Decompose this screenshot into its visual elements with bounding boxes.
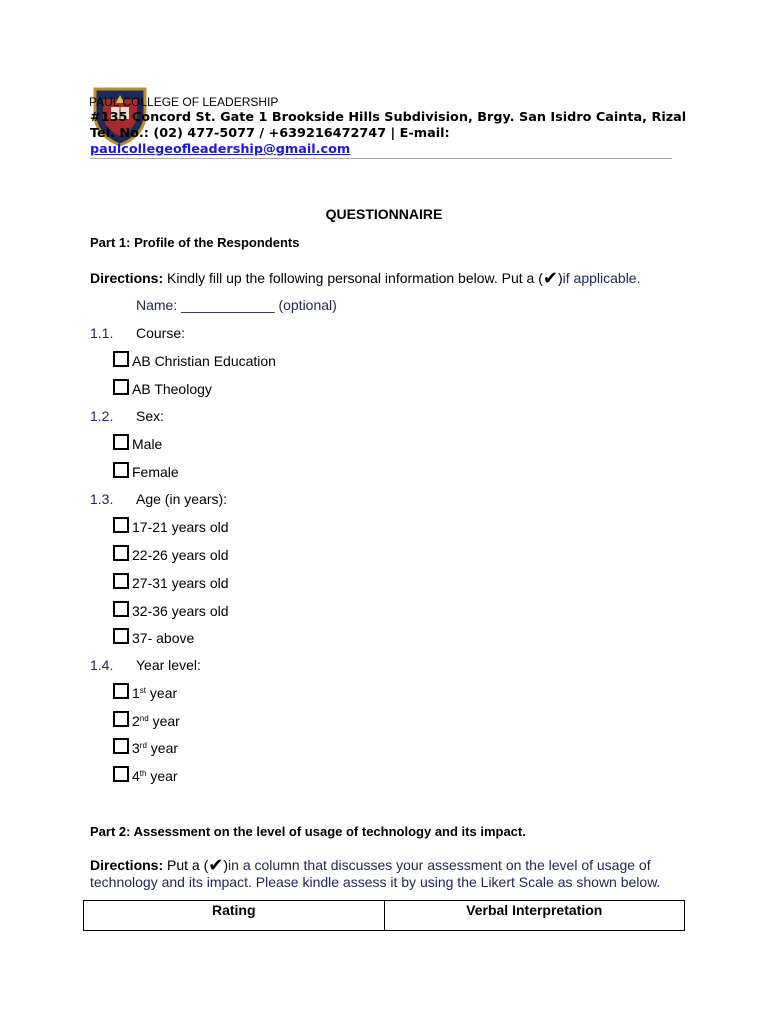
option-year-1[interactable] [113,685,177,705]
school-address: #135 Concord St. Gate 1 Brookside Hills Subdivision, Brgy. San Isidro Cainta, Rizal [90,110,687,125]
option-year-3[interactable] [113,740,178,760]
part1-heading: Part 1: Profile of the Respondents [90,235,300,250]
directions-label: Directions: [90,270,164,286]
option-label: 32-36 years old [132,603,229,619]
option-label: Female [132,464,179,480]
header-divider [90,158,672,159]
question-number: 1.2. [90,408,114,424]
checkbox-icon[interactable] [113,711,129,727]
question-label-age: Age (in years): [136,491,228,507]
question-number: 1.4. [90,657,114,673]
part1-directions [90,268,640,289]
checkbox-icon[interactable] [113,351,129,367]
question-number: 1.1. [90,325,114,341]
option-label: Male [132,436,163,452]
column-header-verbal-interpretation: Verbal Interpretation [384,901,685,931]
option-label: 37- above [132,630,195,646]
school-email-link[interactable]: paulcollegeofleadership@gmail.com [90,142,351,157]
part2-directions [90,855,651,876]
option-label: 4th year [132,768,178,784]
checkbox-icon[interactable] [113,462,129,478]
directions-text: Put a ( [163,857,209,873]
checkbox-icon[interactable] [113,379,129,395]
option-label: AB Christian Education [132,353,276,369]
checkbox-icon[interactable] [113,628,129,644]
option-age-17-21[interactable] [113,519,229,539]
checkbox-icon[interactable] [113,766,129,782]
checkbox-icon[interactable] [113,683,129,699]
directions-label: Directions: [90,857,164,873]
checkbox-icon[interactable] [113,601,129,617]
check-mark-icon: ✔ [208,855,224,876]
option-course-christian-education[interactable] [113,353,276,373]
checkbox-icon[interactable] [113,545,129,561]
directions-paren: ) [557,270,563,286]
part2-directions-line2: technology and its impact. Please kindle assess it by using the Likert Scale as shown below. [90,874,661,890]
checkbox-icon[interactable] [113,434,129,450]
option-label: 1st year [132,685,178,701]
directions-paren: ) [223,857,229,873]
option-course-theology[interactable] [113,381,212,401]
question-number: 1.3. [90,491,114,507]
directions-text: Kindly fill up the following personal information below. Put a ( [163,270,543,286]
option-age-32-36[interactable] [113,603,229,623]
option-label: 3rd year [132,740,179,756]
option-label: 27-31 years old [132,575,229,591]
checkbox-icon[interactable] [113,517,129,533]
option-age-22-26[interactable] [113,547,229,567]
option-label: 17-21 years old [132,519,229,535]
page-title: QUESTIONNAIRE [325,206,443,222]
part2-heading: Part 2: Assessment on the level of usage of technology and its impact. [90,824,526,839]
likert-scale-table [83,900,685,931]
directions-text-end: in a column that discusses your assessment on the level of usage of [228,857,651,873]
option-age-27-31[interactable] [113,575,229,595]
option-label: 22-26 years old [132,547,229,563]
option-label: AB Theology [132,381,212,397]
name-field[interactable]: Name: ____________ (optional) [136,297,337,313]
school-contact: Tel. No.: (02) 477-5077 / +639216472747 | E-mail: [90,126,450,141]
school-name: PAUL COLLEGE OF LEADERSHIP [89,95,279,109]
option-year-4[interactable] [113,768,178,788]
option-sex-female[interactable] [113,464,179,484]
question-label-sex: Sex: [136,408,165,424]
check-mark-icon: ✔ [542,268,558,289]
column-header-rating: Rating [84,901,385,931]
directions-text-end: if applicable. [562,270,641,286]
option-year-2[interactable] [113,713,180,733]
question-label-course: Course: [136,325,186,341]
checkbox-icon[interactable] [113,738,129,754]
question-label-year-level: Year level: [136,657,201,673]
checkbox-icon[interactable] [113,573,129,589]
option-label: 2nd year [132,713,180,729]
option-age-37-above[interactable] [113,630,194,650]
option-sex-male[interactable] [113,436,162,456]
